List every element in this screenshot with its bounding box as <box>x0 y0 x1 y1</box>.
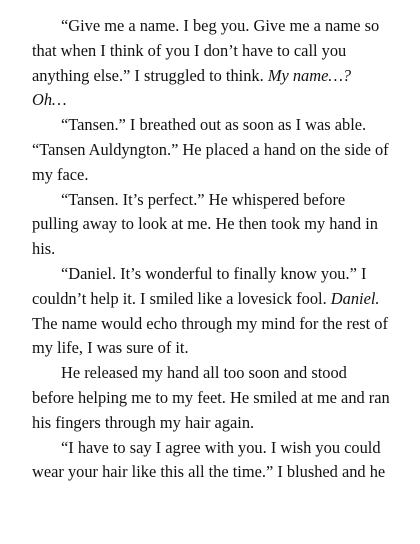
text-line <box>32 64 388 89</box>
text-line <box>32 39 388 64</box>
paragraph <box>32 113 388 187</box>
text-run: “Tansen.” I breathed out as soon as I was able. <box>61 115 367 135</box>
text-line <box>32 237 388 262</box>
text-line <box>32 436 388 461</box>
text-run: “Tansen Auldyngton.” He placed a hand on the side of <box>32 139 389 159</box>
text-run: “Tansen. It’s perfect.” He whispered before <box>61 189 346 209</box>
text-run: “Give me a name. I beg you. Give me a name so <box>61 16 380 35</box>
text-line <box>32 312 388 337</box>
paragraph <box>32 361 388 435</box>
text-run: my life, I was sure of it. <box>32 338 189 358</box>
text-run: his. <box>32 239 56 259</box>
text-line <box>32 188 388 213</box>
text-line <box>32 138 388 163</box>
text-line <box>32 262 388 287</box>
text-run: before helping me to my feet. He smiled at me and ran <box>32 387 390 407</box>
italic-text: Daniel. <box>330 288 380 308</box>
text-run: anything else.” I struggled to think. <box>32 65 268 85</box>
paragraph <box>32 14 388 113</box>
text-run: wear your hair like this all the time.” I blushed and he <box>32 462 386 482</box>
text-run: “I have to say I agree with you. I wish you could <box>61 437 381 457</box>
paragraph <box>32 188 388 262</box>
text-run: that when I think of you I don’t have to call you <box>32 40 347 60</box>
text-run: The name would echo through my mind for the rest of <box>32 313 388 333</box>
italic-text: My name…? <box>267 65 352 85</box>
text-body <box>32 14 388 485</box>
text-line <box>32 287 388 312</box>
text-run: couldn’t help it. I smiled like a lovesick fool. <box>32 288 331 308</box>
text-line <box>32 361 388 386</box>
text-line <box>32 88 388 113</box>
text-line <box>32 163 388 188</box>
text-run: He released my hand all too soon and stood <box>61 363 347 383</box>
paragraph <box>32 262 388 361</box>
text-run: his fingers through my hair again. <box>32 412 255 432</box>
text-line <box>32 411 388 436</box>
text-line <box>32 460 388 485</box>
text-line <box>32 336 388 361</box>
paragraph <box>32 436 388 486</box>
text-line <box>32 113 388 138</box>
text-run: “Daniel. It’s wonderful to finally know you.” I <box>61 263 367 283</box>
text-line <box>32 212 388 237</box>
italic-text: Oh… <box>32 90 67 110</box>
text-line <box>32 14 388 39</box>
text-line <box>32 386 388 411</box>
text-run: pulling away to look at me. He then took my hand in <box>32 214 378 234</box>
text-run: my face. <box>32 164 89 184</box>
